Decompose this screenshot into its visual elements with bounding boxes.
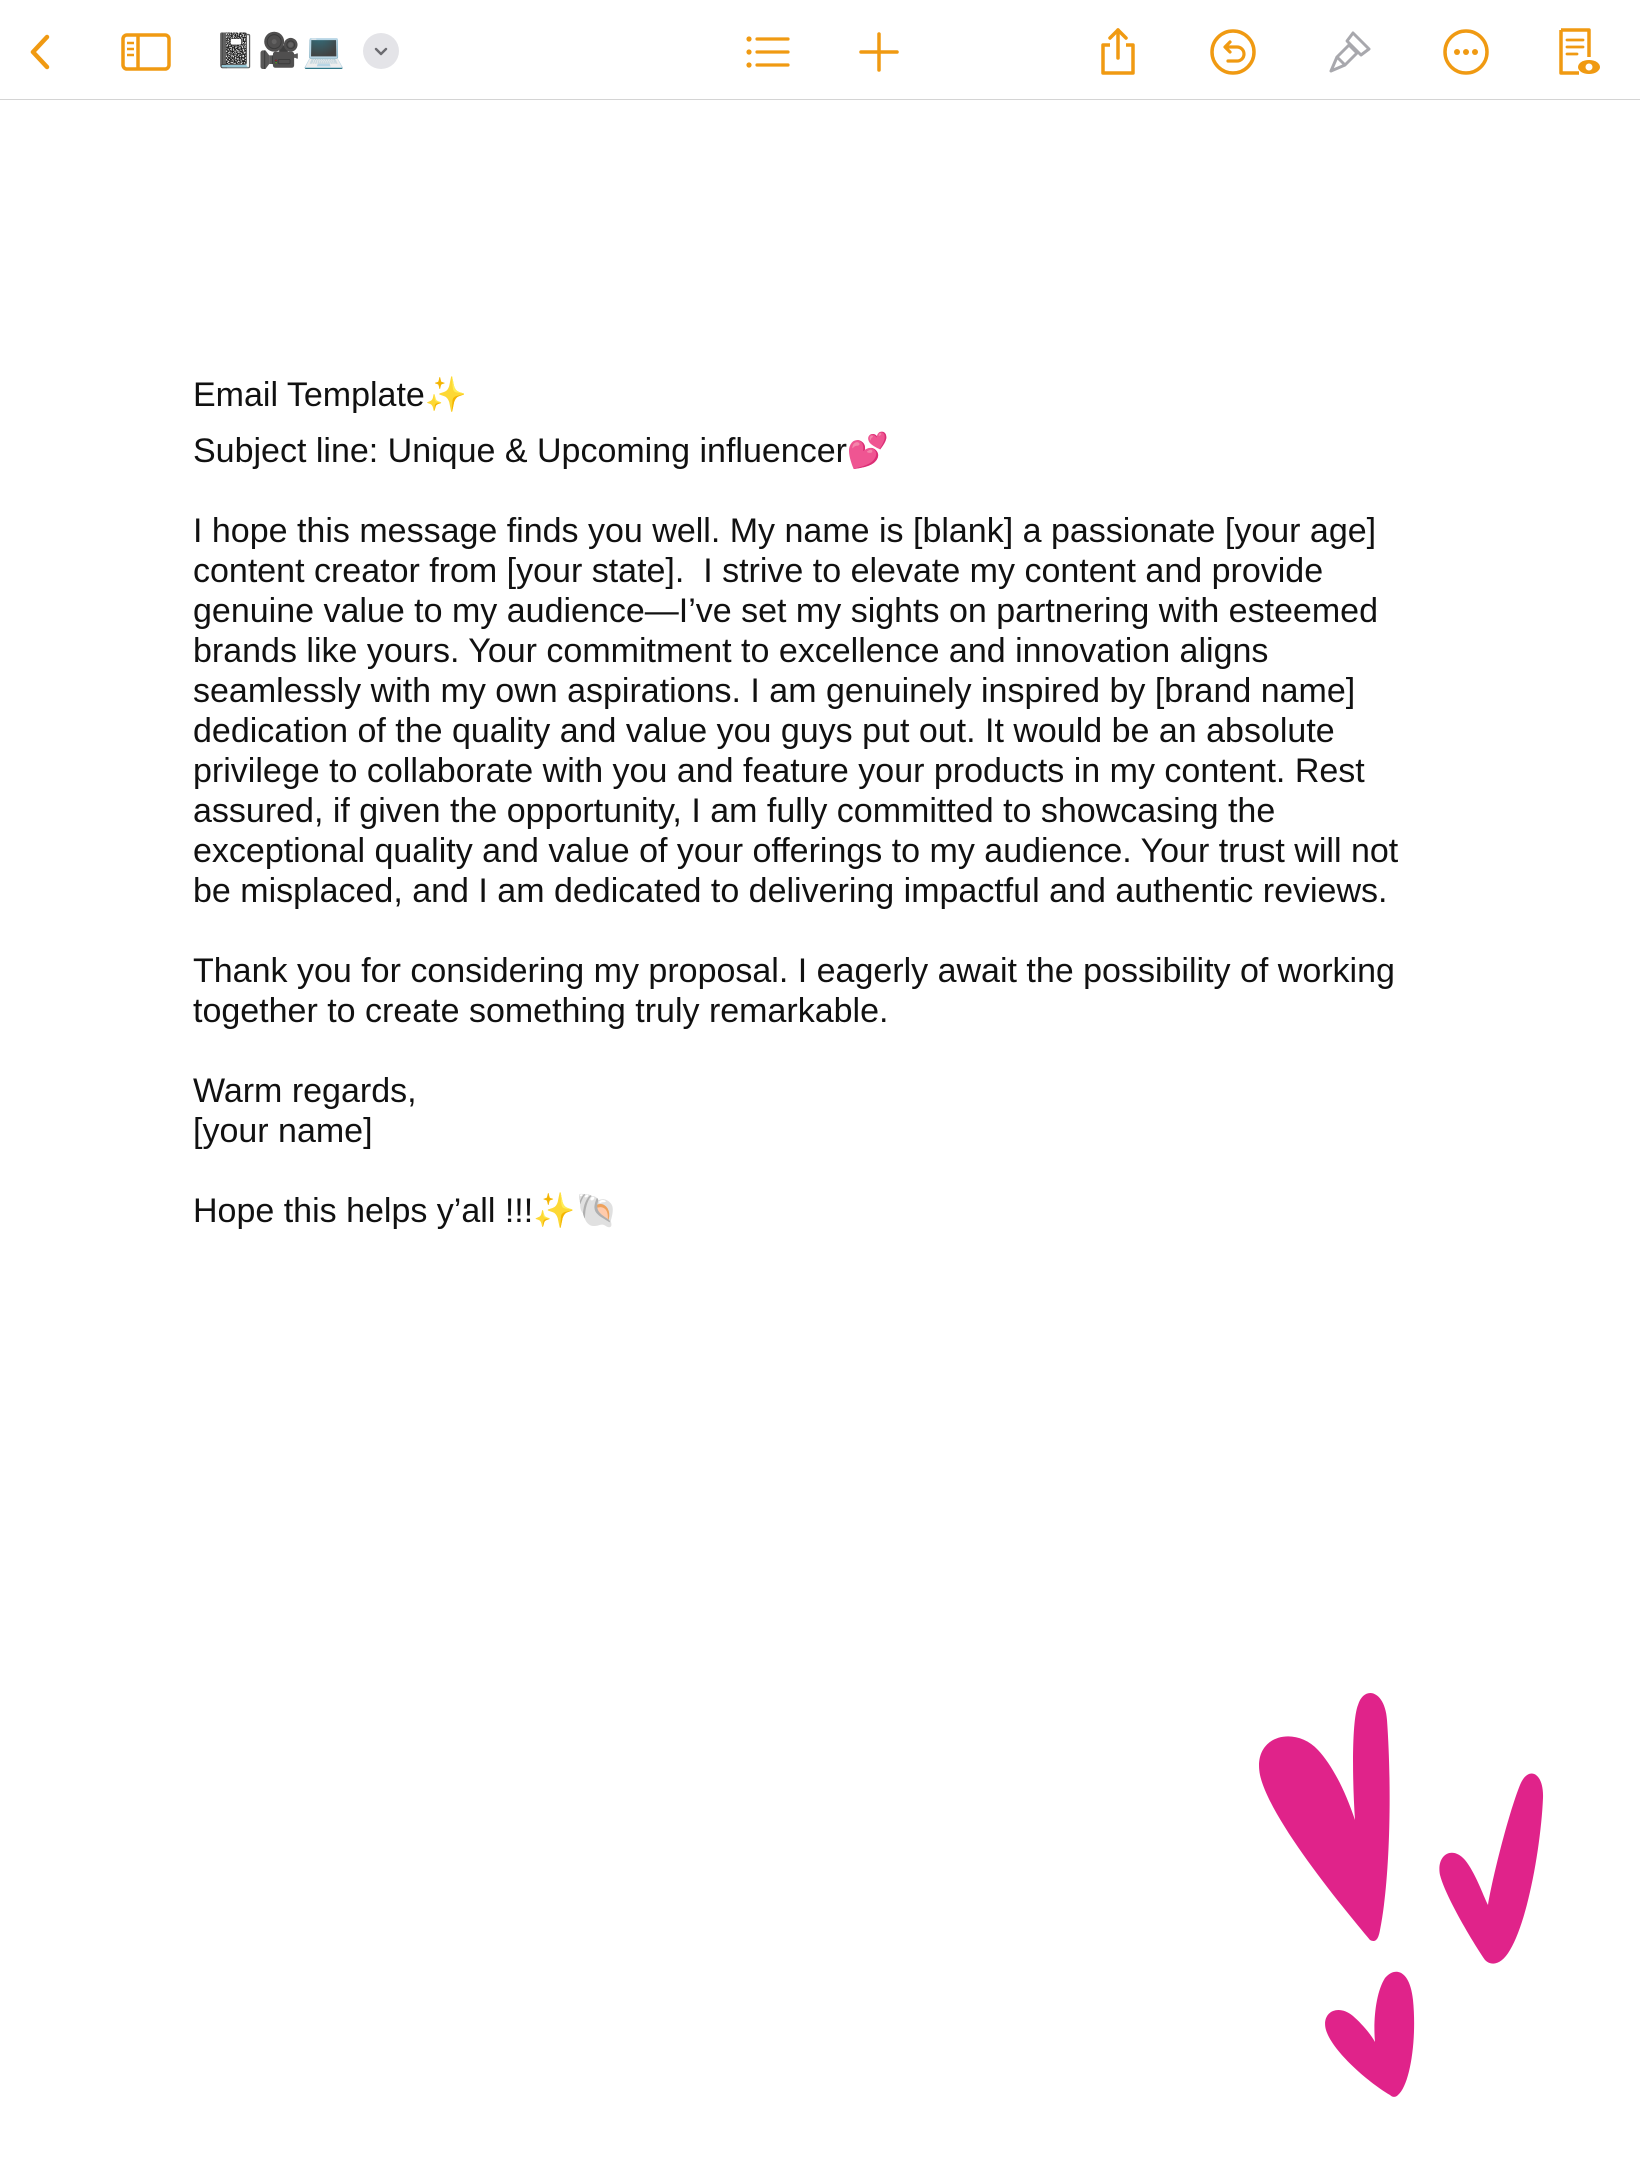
document-view-button[interactable] xyxy=(1544,20,1608,84)
undo-button[interactable] xyxy=(1201,20,1265,84)
ellipsis-circle-icon xyxy=(1439,25,1493,79)
title-text: Email Template xyxy=(193,376,425,414)
share-icon xyxy=(1091,25,1145,79)
paragraph-line: Thank you for considering my proposal. I eagerly await the possibility of working xyxy=(193,952,1395,990)
more-button[interactable] xyxy=(1434,20,1498,84)
sparkles-emoji: ✨ xyxy=(424,375,468,415)
paragraph-line: be misplaced, and I am dedicated to delivering impactful and authentic reviews. xyxy=(193,872,1388,910)
heart-drawing-small xyxy=(1325,1972,1414,2097)
back-button[interactable] xyxy=(8,20,72,84)
camera-emoji: 🎥 xyxy=(258,31,301,71)
two-hearts-emoji: 💕 xyxy=(846,431,890,471)
chevron-left-icon xyxy=(13,25,67,79)
footer-line xyxy=(193,1191,1473,1231)
paragraph-line: genuine value to my audience—I’ve set my sights on partnering with esteemed xyxy=(193,592,1378,630)
format-button[interactable] xyxy=(1318,20,1382,84)
document-page[interactable] xyxy=(193,375,1473,1231)
sidebar-button[interactable] xyxy=(114,20,178,84)
document-menu-button[interactable] xyxy=(363,33,399,69)
paragraph-line: brands like yours. Your commitment to excellence and innovation aligns xyxy=(193,632,1269,670)
subject-text: Subject line: Unique & Upcoming influencer xyxy=(193,432,847,470)
add-button[interactable] xyxy=(847,20,911,84)
paragraph-line: together to create something truly remarkable. xyxy=(193,992,889,1030)
footer-text: Hope this helps y’all !!! xyxy=(193,1192,534,1230)
laptop-emoji: 💻 xyxy=(302,31,346,71)
plus-icon xyxy=(852,25,906,79)
sparkles-shell-emoji: ✨🐚 xyxy=(533,1191,618,1231)
chevron-down-icon xyxy=(371,41,391,61)
hand-drawn-hearts xyxy=(1240,1680,1570,2120)
paragraph-line: exceptional quality and value of your offerings to my audience. Your trust will not xyxy=(193,832,1399,870)
paragraph-line: I hope this message finds you well. My name is [blank] a passionate [your age] xyxy=(193,512,1377,550)
document-title-button[interactable] xyxy=(214,26,345,76)
paragraph-line: assured, if given the opportunity, I am fully committed to showcasing the xyxy=(193,792,1276,830)
list-button[interactable] xyxy=(735,20,799,84)
notebook-emoji: 📓 xyxy=(214,31,257,71)
body-paragraph xyxy=(193,511,1473,911)
document-eye-icon xyxy=(1549,25,1603,79)
thanks-paragraph xyxy=(193,951,1473,1031)
signature-line: [your name] xyxy=(193,1112,373,1150)
toolbar xyxy=(0,0,1640,100)
sidebar-icon xyxy=(119,25,173,79)
subject-line xyxy=(193,431,1473,471)
paragraph-line: content creator from [your state]. I strive to elevate my content and provide xyxy=(193,552,1324,590)
paintbrush-icon xyxy=(1323,25,1377,79)
title-line xyxy=(193,375,1473,415)
heart-drawing-large xyxy=(1259,1693,1390,1941)
paragraph-line: dedication of the quality and value you guys put out. It would be an absolute xyxy=(193,712,1335,750)
undo-icon xyxy=(1206,25,1260,79)
closing-line: Warm regards, xyxy=(193,1072,417,1110)
paragraph-line: privilege to collaborate with you and feature your products in my content. Rest xyxy=(193,752,1365,790)
paragraph-line: seamlessly with my own aspirations. I am genuinely inspired by [brand name] xyxy=(193,672,1356,710)
heart-drawing-right xyxy=(1439,1773,1543,1963)
list-icon xyxy=(740,25,794,79)
share-button[interactable] xyxy=(1086,20,1150,84)
